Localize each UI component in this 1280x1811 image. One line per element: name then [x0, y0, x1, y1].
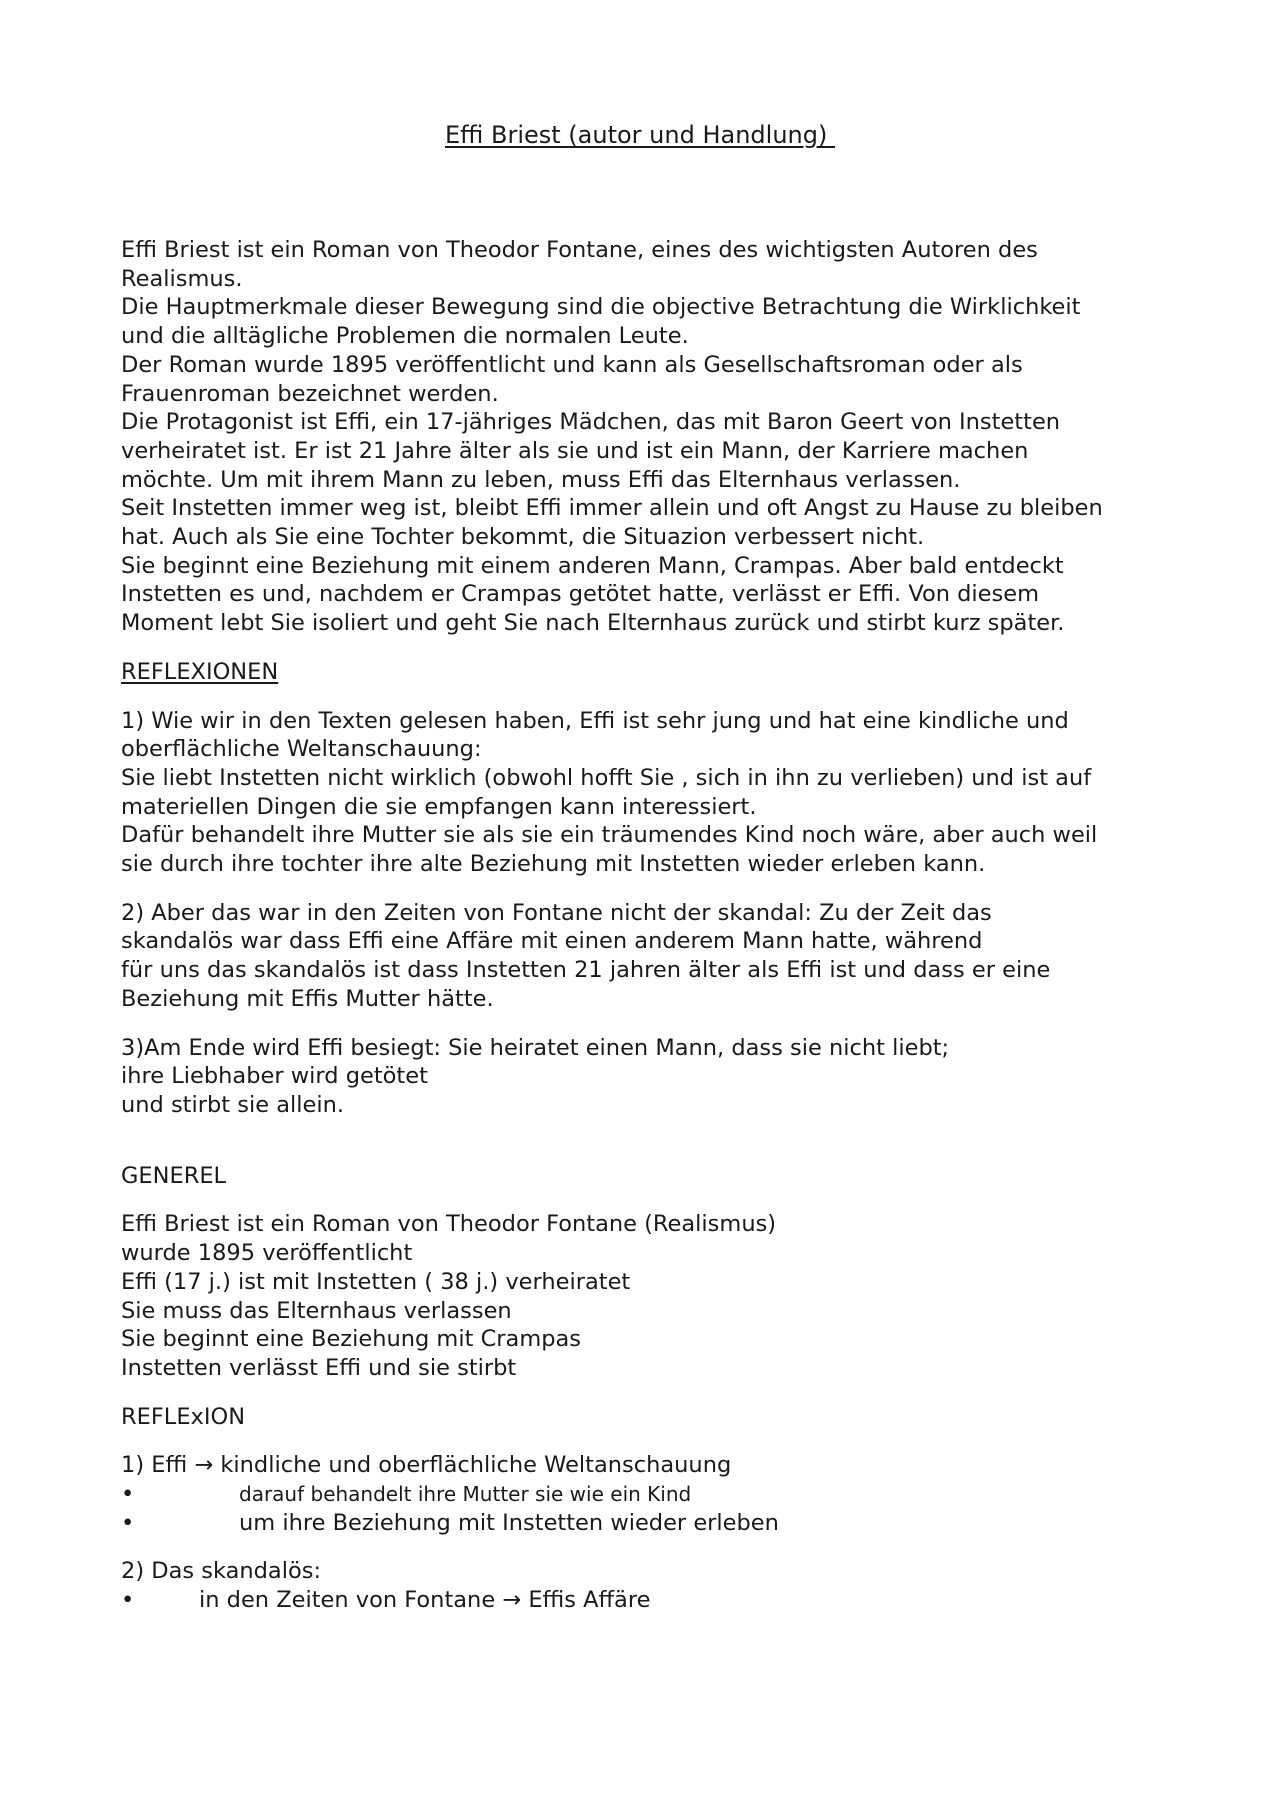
text-line: möchte. Um mit ihrem Mann zu leben, muss Effi das Elternhaus verlassen. [121, 466, 961, 493]
text-line: materiellen Dingen die sie empfangen kann interessiert. [121, 793, 757, 820]
text-line: wurde 1895 veröffentlicht [121, 1240, 413, 1267]
text-line: skandalös war dass Effi eine Affäre mit einen anderem Mann hatte, während [121, 928, 983, 955]
text-line: Effi Briest ist ein Roman von Theodor Fontane (Realismus) [121, 1211, 777, 1238]
generel-summary [121, 1210, 1181, 1382]
text-line: ihre Liebhaber wird getötet [121, 1063, 428, 1090]
text-line: 1) Effi → kindliche und oberflächliche Weltanschauung [121, 1452, 732, 1479]
reflexion-point-1 [121, 1451, 1181, 1537]
bullet-item [121, 1480, 1181, 1509]
text-line: Der Roman wurde 1895 veröffentlicht und kann als Gesellschaftsroman oder als [121, 351, 1023, 378]
text-line: Beziehung mit Effis Mutter hätte. [121, 985, 494, 1012]
text-line: für uns das skandalös ist dass Instetten 21 jahren älter als Effi ist und dass er eine [121, 957, 1051, 984]
bullet-icon: • [121, 1509, 135, 1536]
text-line: Instetten verlässt Effi und sie stirbt [121, 1354, 517, 1381]
bullet-text: um ihre Beziehung mit Instetten wieder erleben [239, 1509, 779, 1536]
text-line: 1) Wie wir in den Texten gelesen haben, Effi ist sehr jung und hat eine kindliche und [121, 707, 1069, 734]
text-line: Sie beginnt eine Beziehung mit Crampas [121, 1326, 582, 1353]
text-line: 2) Das skandalös: [121, 1558, 322, 1585]
text-line: 3)Am Ende wird Effi besiegt: Sie heiratet einen Mann, dass sie nicht liebt; [121, 1034, 950, 1061]
text-line: Dafür behandelt ihre Mutter sie als sie ein träumendes Kind noch wäre, aber auch weil [121, 822, 1098, 849]
text-line: und stirbt sie allein. [121, 1091, 345, 1118]
document-title: Effi Briest (autor und Handlung) [445, 121, 835, 149]
bullet-item [121, 1509, 1181, 1538]
bullet-text: in den Zeiten von Fontane → Effis Affäre [199, 1587, 651, 1614]
reflexionen-paragraph-3 [121, 1034, 1181, 1120]
reflexionen-paragraph-1 [121, 707, 1181, 879]
bullet-icon: • [121, 1587, 135, 1614]
text-line: Frauenroman bezeichnet werden. [121, 380, 499, 407]
text-line: Instetten es und, nachdem er Crampas getötet hatte, verlässt er Effi. Von diesem [121, 581, 1039, 608]
text-line: Moment lebt Sie isoliert und geht Sie nach Elternhaus zurück und stirbt kurz später. [121, 610, 1065, 637]
text-line: Seit Instetten immer weg ist, bleibt Effi immer allein und oft Angst zu Hause zu bleiben [121, 495, 1103, 522]
reflexion-point-2 [121, 1557, 1181, 1614]
text-line: sie durch ihre tochter ihre alte Beziehung mit Instetten wieder erleben kann. [121, 851, 986, 878]
reflexionen-paragraph-2 [121, 899, 1181, 1014]
text-line: Die Hauptmerkmale dieser Bewegung sind die objective Betrachtung die Wirklichkeit [121, 294, 1081, 321]
text-line: verheiratet ist. Er ist 21 Jahre älter als sie und ist ein Mann, der Karriere machen [121, 437, 1029, 464]
bullet-icon: • [121, 1481, 135, 1508]
section-heading-reflexion: REFLExION [121, 1403, 246, 1430]
text-line: Die Protagonist ist Effi, ein 17-jähriges Mädchen, das mit Baron Geert von Instetten [121, 409, 1061, 436]
text-line: Effi Briest ist ein Roman von Theodor Fontane, eines des wichtigsten Autoren des [121, 237, 1038, 263]
text-line: Sie liebt Instetten nicht wirklich (obwohl hofft Sie , sich in ihn zu verlieben) und ist auf [121, 764, 1092, 791]
text-line: hat. Auch als Sie eine Tochter bekommt, die Situazion verbessert nicht. [121, 524, 925, 551]
text-line: 2) Aber das war in den Zeiten von Fontane nicht der skandal: Zu der Zeit das [121, 899, 992, 926]
text-line: Effi (17 j.) ist mit Instetten ( 38 j.) verheiratet [121, 1268, 631, 1295]
text-line: oberflächliche Weltanschauung: [121, 736, 482, 763]
text-line: Sie beginnt eine Beziehung mit einem anderen Mann, Crampas. Aber bald entdeckt [121, 552, 1064, 579]
text-line: Realismus. [121, 265, 243, 292]
intro-paragraph [121, 236, 1181, 638]
text-line: Sie muss das Elternhaus verlassen [121, 1297, 512, 1324]
text-line: und die alltägliche Problemen die normalen Leute. [121, 323, 689, 350]
section-heading-generel: GENEREL [121, 1162, 227, 1189]
bullet-text: darauf behandelt ihre Mutter sie wie ein Kind [239, 1482, 692, 1507]
bullet-item [121, 1586, 1181, 1615]
document-body [121, 236, 1181, 1615]
section-heading-reflexionen: REFLEXIONEN [121, 658, 279, 685]
